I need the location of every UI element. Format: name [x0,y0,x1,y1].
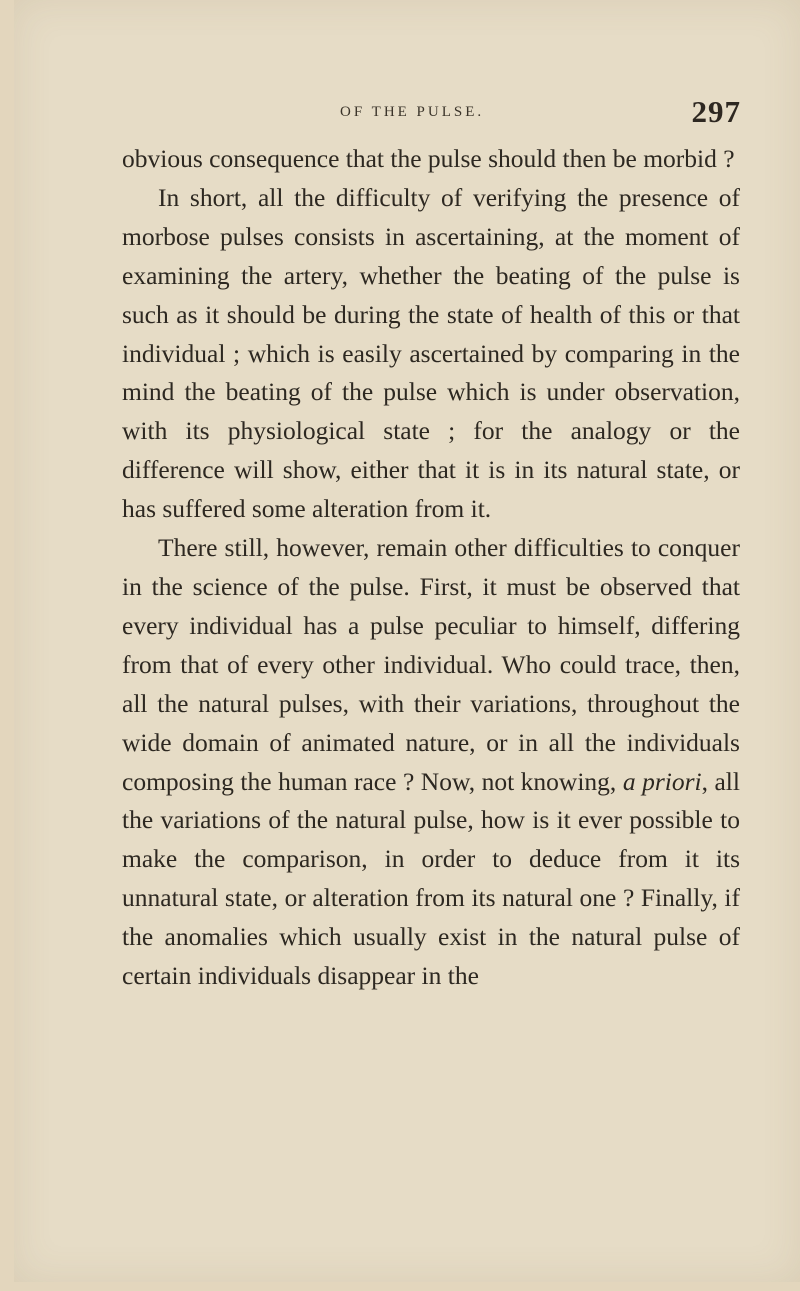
book-page [14,0,800,1282]
paragraph-text-after-emphasis: , all the variations of the natural pulse, how is it ever possible to make the comparison, in order to deduce from it its unnatural state, or alteration from its natural one ? Finally, if the anomalies which usually exist in the natural pulse of certain individuals disappear in the [122,766,740,991]
page-number: 297 [691,94,741,129]
body-text [122,140,740,996]
paragraph-difficulties [122,529,740,996]
emphasized-term: a priori [622,766,702,796]
page-content [122,92,740,996]
paragraph-morbose-pulses: In short, all the difficulty of verifying the presence of morbose pulses consists in ascertaining, at the moment of examining the artery, whether the beating of the pulse is such as it should be during the state of health of this or that individual ; which is easily ascertained by comparing in the mind the beating of the pulse which is under observation, with its physiological state ; for the analogy or the difference will show, either that it is in its natural state, or has suffered some alteration from it. [122,182,740,524]
running-header [122,92,740,140]
paragraph-text-before-emphasis: There still, however, remain other difficulties to conquer in the science of the pulse. First, it must be observed that every individual has a pulse peculiar to himself, differing from that of every other individual. Who could trace, then, all the natural pulses, with their variations, throughout the wide domain of animated nature, or in all the individuals composing the human race ? Now, not knowing, [122,533,740,796]
running-title: OF THE PULSE. [340,104,485,120]
paragraph-continuation: obvious consequence that the pulse should then be morbid ? [122,144,735,173]
